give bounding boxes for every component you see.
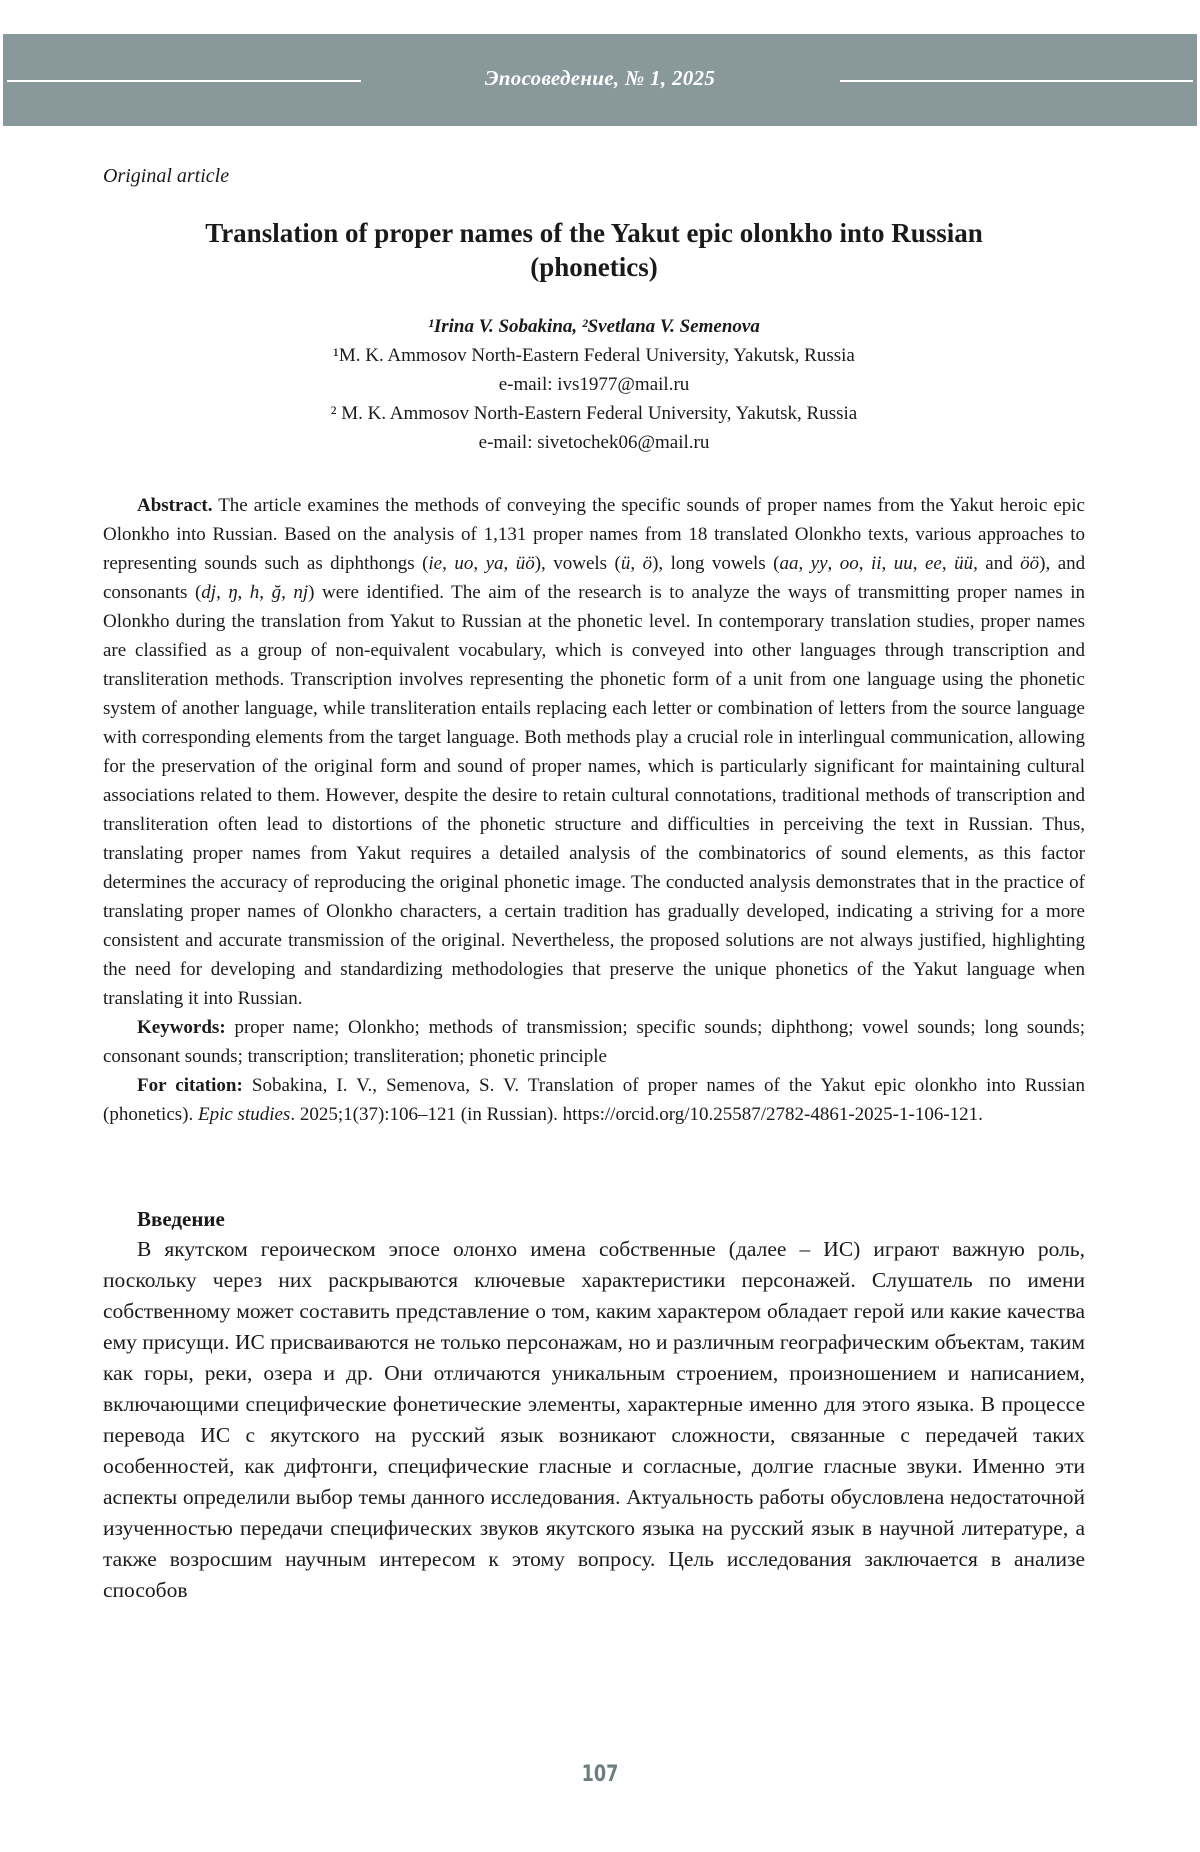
sound-term: üü [954, 553, 974, 574]
citation-label: For citation: [137, 1075, 243, 1096]
section-heading-intro: Введение [137, 1207, 225, 1231]
sound-term: ŋ [228, 582, 238, 603]
abstract-text: ), and consonants ( [103, 553, 1086, 603]
article-content [103, 165, 1085, 1606]
citation-journal: Epic studies [197, 1104, 291, 1125]
abstract-section [103, 491, 1085, 1129]
citation-paragraph [103, 1071, 1085, 1129]
sound-term: yy [810, 553, 828, 574]
sound-term: ü [620, 553, 631, 574]
sound-term: ö [642, 553, 653, 574]
sound-term: oo [839, 553, 859, 574]
journal-title: Эпосоведение, № 1, 2025 [484, 66, 716, 90]
author-block [103, 312, 1085, 457]
sound-term: uu [893, 553, 913, 574]
keywords-paragraph [103, 1013, 1085, 1071]
sound-term: öö [1020, 553, 1040, 574]
abstract-paragraph: Abstract. The article examines the methods of conveying the specific sounds of proper names from the Yakut heroic epic Olonkho into Russian. Based on the analysis of 1,131 proper names from 18 translated Olonkho texts, various approaches to representing sounds such as diphthongs (ie, uo, ya, üö), vowels (ü, ö), long vowels (aa, yy, oo, ii, uu, ee, üü, and öö), and consonants (dj, ŋ, h, ğ, nj) were identified. The aim of the research is to analyze the ways of transmitting proper names in Olonkho during the translation from Yakut to Russian at the phonetic level. In contemporary translation studies, proper names are classified as a group of non-equivalent vocabulary, which is conveyed into other languages through transcription and transliteration methods. Transcription involves representing the phonetic form of a unit from one language using the phonetic system of another language, while transliteration entails replacing each letter or combination of letters from the source language with corresponding elements from the target language. Both methods play a crucial role in interlingual communication, allowing for the preservation of the original form and sound of proper names, which is particularly significant for maintaining cultural associations related to them. However, despite the desire to retain cultural connotations, traditional methods of transcription and transliteration often lead to distortions of the phonetic structure and difficulties in perceiving the text in Russian. Thus, translating proper names from Yakut requires a detailed analysis of the combinatorics of sound elements, as this factor determines the accuracy of reproducing the original phonetic image. The conducted analysis demonstrates that in the practice of translating proper names of Olonkho characters, a certain tradition has gradually developed, indicating a striving for a more consistent and accurate transmission of the original. Nevertheless, the proposed solutions are not always justified, highlighting the need for developing and standardizing methodologies that preserve the unique phonetics of the Yakut language when translating it into Russian. [103, 495, 1086, 1009]
citation-text: Sobakina, I. V., Semenova, S. V. Translation of proper names of the Yakut epic olonkho into Russian (phonetics). [103, 1075, 1085, 1125]
abstract-text: The article examines the methods of conveying the specific sounds of proper names from the Yakut heroic epic Olonkho into Russian. Based on the analysis of 1,131 proper names from 18 translated Olonkho texts, various approaches to representing sounds such as diphthongs ( [103, 495, 1085, 574]
article-type: Original article [103, 165, 230, 187]
sound-term: h [249, 582, 260, 603]
sound-term: nj [293, 582, 309, 603]
sound-term: ğ [271, 582, 282, 603]
sound-term: ie [428, 553, 443, 574]
abstract-text: ), vowels ( [534, 553, 621, 574]
email-2: e-mail: sivetochek06@mail.ru [478, 432, 710, 453]
sound-term: üö [515, 553, 535, 574]
sound-term: ee [924, 553, 942, 574]
affiliation-2: ² M. K. Ammosov North-Eastern Federal University, Yakutsk, Russia [330, 403, 858, 424]
sound-term: ii [870, 553, 882, 574]
abstract-text: ) were identified. The aim of the research is to analyze the ways of transmitting proper names in Olonkho during the translation from Yakut to Russian at the phonetic level. In contemporary translation studies, proper names are classified as a group of non-equivalent vocabulary, which is conveyed into other languages through transcription and transliteration methods. Transcription involves representing the phonetic form of a unit from one language using the phonetic system of another language, while transliteration entails replacing each letter or combination of letters from the source language with corresponding elements from the target language. Both methods play a crucial role in interlingual communication, allowing for the preservation of the original form and sound of proper names, which is particularly significant for maintaining cultural associations related to them. However, despite the desire to retain cultural connotations, traditional methods of transcription and transliteration often lead to distortions of the phonetic structure and difficulties in perceiving the text in Russian. Thus, translating proper names from Yakut requires a detailed analysis of the combinatorics of sound elements, as this factor determines the accuracy of reproducing the original phonetic image. The conducted analysis demonstrates that in the practice of translating proper names of Olonkho characters, a certain tradition has gradually developed, indicating a striving for a more consistent and accurate transmission of the original. Nevertheless, the proposed solutions are not always justified, highlighting the need for developing and standardizing methodologies that preserve the unique phonetics of the Yakut language when translating it into Russian. [103, 582, 1086, 1009]
page-number: 107 [581, 1762, 619, 1787]
sound-term: aa [779, 553, 799, 574]
citation-text: . 2025;1(37):106–121 (in Russian). https://orcid.org/10.25587/2782-4861-2025-1-106-121. [290, 1104, 983, 1125]
sound-term: dj [201, 582, 217, 603]
abstract-text: ), long vowels ( [652, 553, 780, 574]
affiliation-1: ¹M. K. Ammosov North-Eastern Federal University, Yakutsk, Russia [333, 345, 855, 366]
sound-term: ya [485, 553, 504, 574]
sound-term: uo [454, 553, 474, 574]
abstract-label: Abstract. [137, 495, 213, 516]
article-title: Translation of proper names of the Yakut epic olonkho into Russian (phonetics) [205, 218, 983, 282]
intro-paragraph: В якутском героическом эпосе олонхо имена собственные (далее – ИС) играют важную роль, поскольку через них раскрываются ключевые характеристики персонажей. Слушатель по имени собственному может составить представление о том, каким характером обладает герой или какие качества ему присущи. ИС присваиваются не только персонажам, но и различным географическим объектам, таким как горы, реки, озера и др. Они отличаются уникальным строением, произношением и написанием, включающими специфические фонетические элементы, характерные именно для этого языка. В процессе перевода ИС с якутского на русский язык возникают сложности, связанные с передачей таких особенностей, как дифтонги, специфические гласные и согласные, долгие гласные звуки. Именно эти аспекты определили выбор темы данного исследования. Актуальность работы обусловлена недостаточной изученностью передачи специфических звуков якутского языка на русский язык в научной литературе, а также возросшим научным интересом к этому вопросу. Цель исследования заключается в анализе способов [103, 1237, 1085, 1602]
email-1: e-mail: ivs1977@mail.ru [498, 374, 690, 395]
keywords-text: proper name; Olonkho; methods of transmission; specific sounds; diphthong; vowel sounds; long sounds; consonant sounds; transcription; transliteration; phonetic principle [103, 1017, 1085, 1067]
keywords-label: Keywords: [137, 1017, 226, 1038]
header-rule-left [7, 80, 361, 82]
header-rule-right [840, 80, 1193, 82]
author-names: ¹Irina V. Sobakina, ²Svetlana V. Semenova [428, 316, 760, 337]
